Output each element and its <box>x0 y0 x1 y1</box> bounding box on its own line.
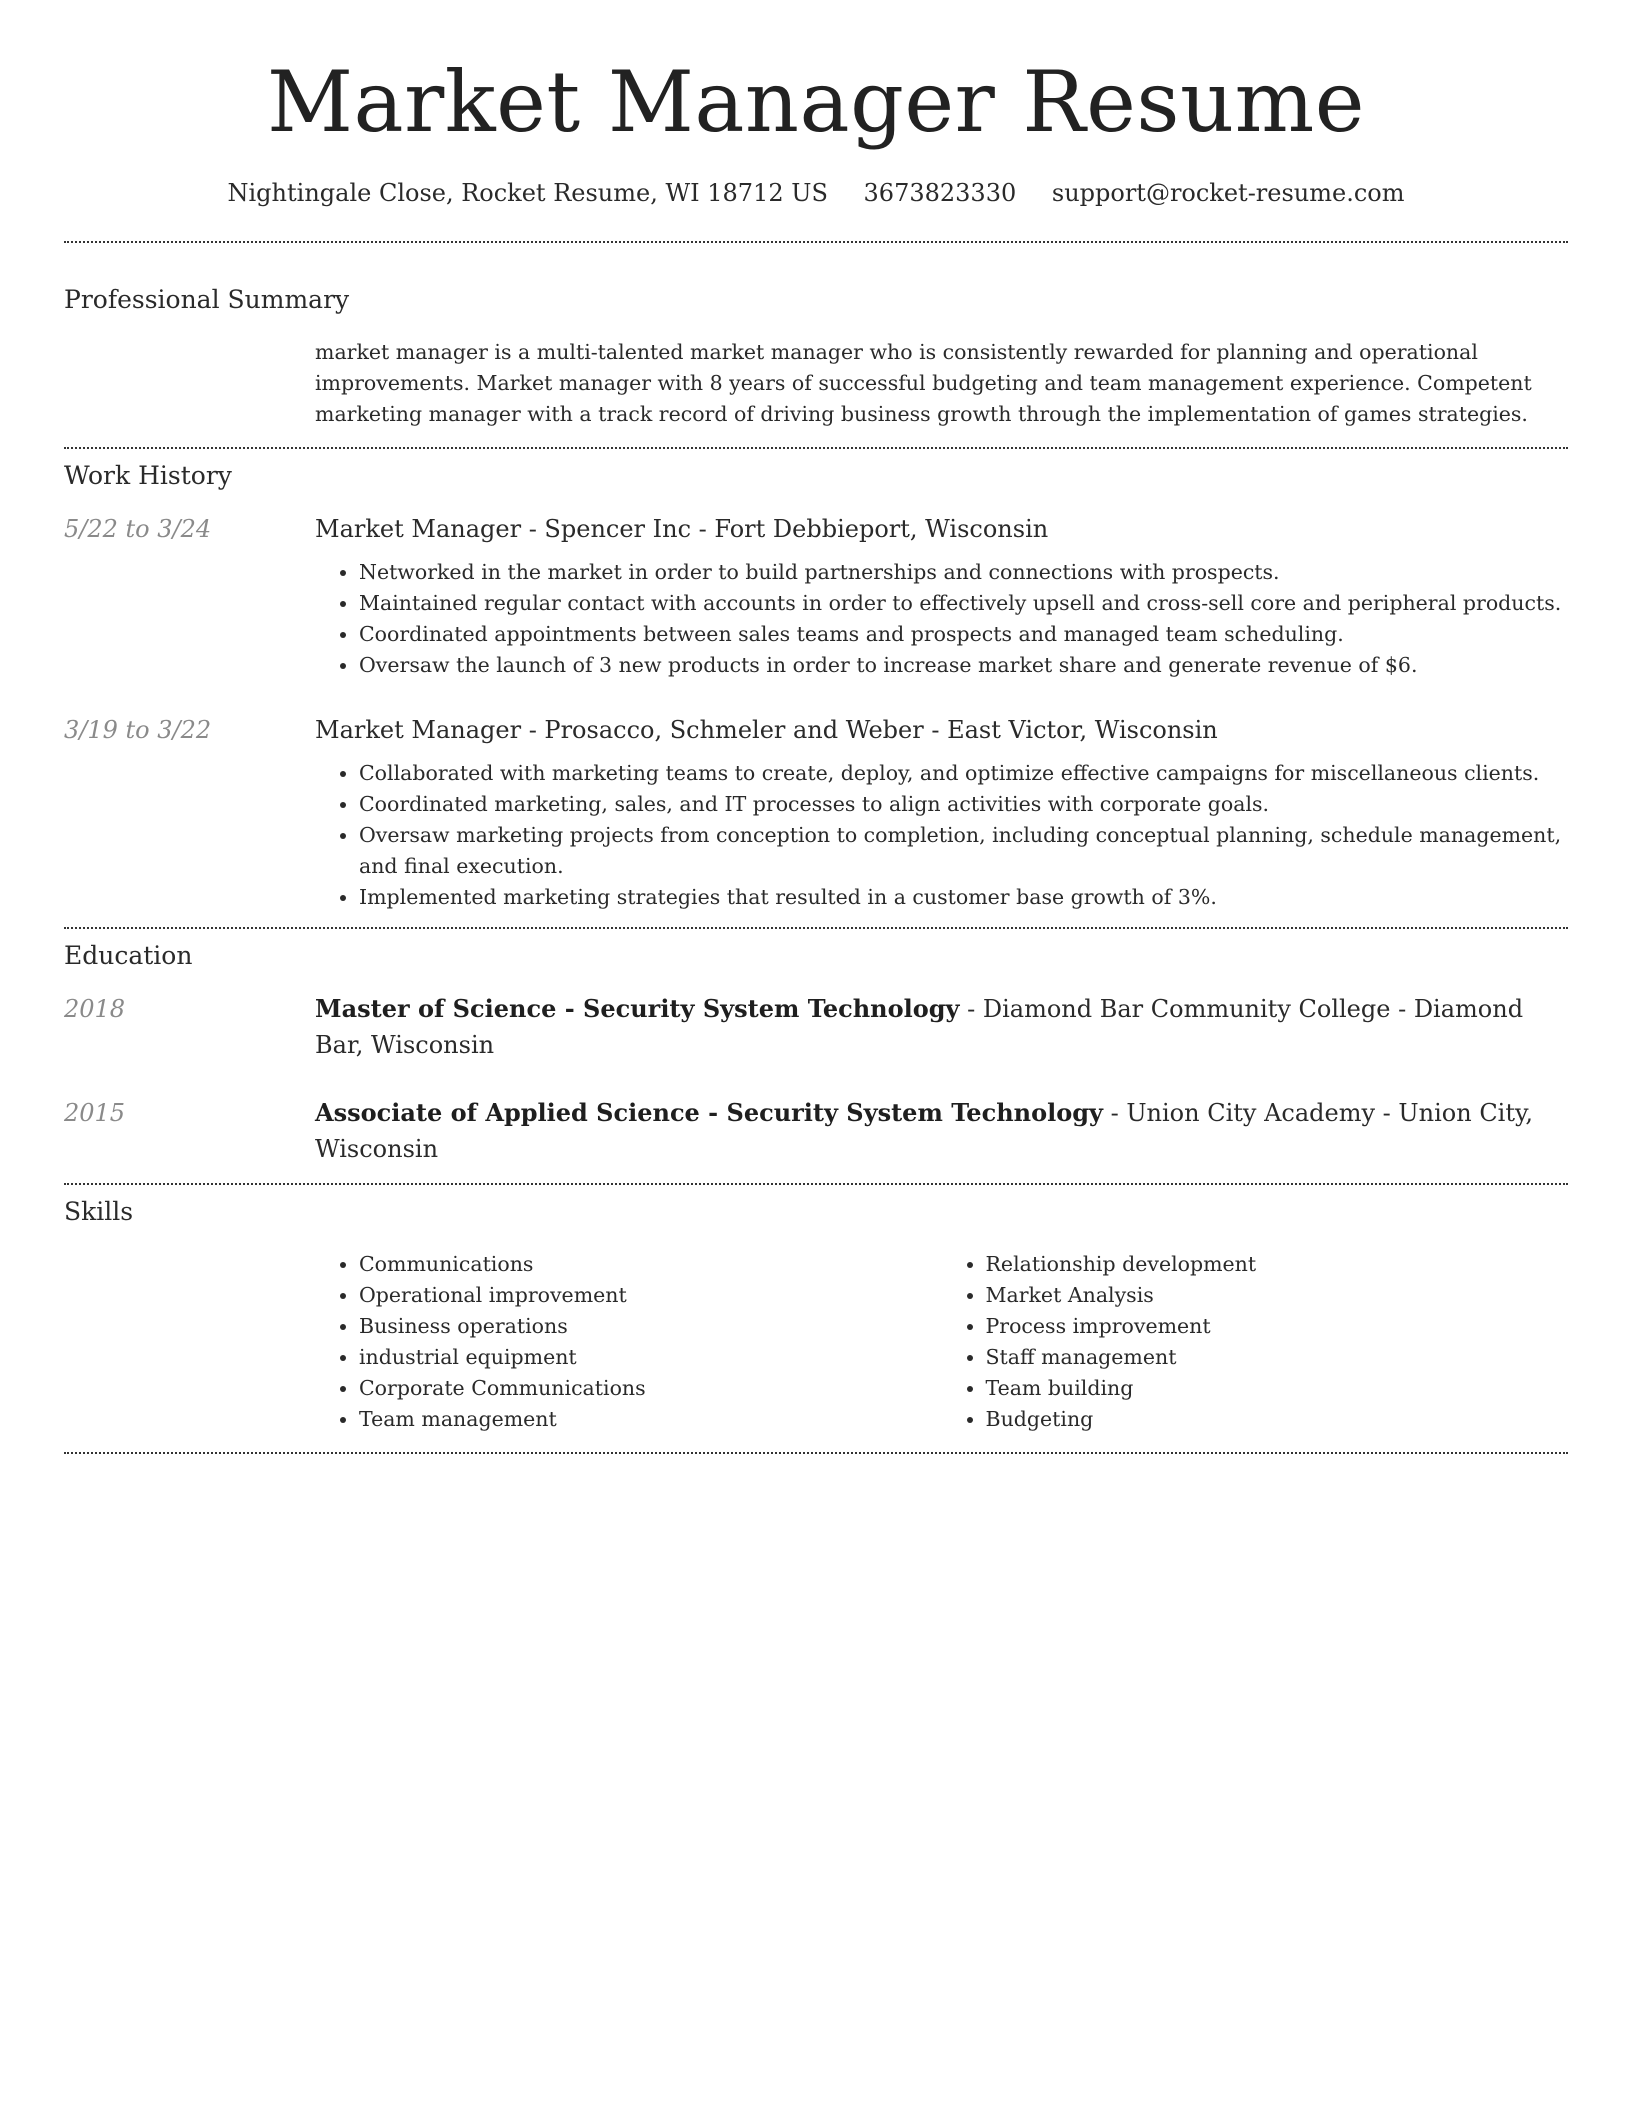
work-history-section <box>64 461 1568 913</box>
list-item: • Collaborated with marketing teams to create, deploy, and optimize effective campaigns for miscellaneous clients. <box>359 758 1568 789</box>
contact-phone: 3673823330 <box>863 179 1017 207</box>
list-item: • Budgeting <box>986 1404 1569 1435</box>
list-item: • Communications <box>359 1249 942 1280</box>
education-heading: Education <box>64 941 193 970</box>
education-year: 2018 <box>64 995 126 1023</box>
contact-address: Nightingale Close, Rocket Resume, WI 18712 US <box>227 179 828 207</box>
list-item: • Relationship development <box>986 1249 1569 1280</box>
skills-list-right <box>942 1249 1569 1435</box>
job-dates: 3/19 to 3/22 <box>64 716 212 744</box>
job-title: Market Manager - Prosacco, Schmeler and Weber - East Victor, Wisconsin <box>315 716 1218 744</box>
education-school: - Union City Academy - Union City, Wisconsin <box>315 1099 1533 1163</box>
list-item: • Market Analysis <box>986 1280 1569 1311</box>
divider <box>64 1183 1568 1185</box>
job-entry <box>64 511 1568 681</box>
skills-heading: Skills <box>64 1197 134 1226</box>
summary-section <box>64 285 1568 430</box>
list-item: • Team management <box>359 1404 942 1435</box>
skills-list-left <box>315 1249 942 1435</box>
education-section <box>64 941 1568 1167</box>
list-item: • Operational improvement <box>359 1280 942 1311</box>
list-item: • Coordinated appointments between sales teams and prospects and managed team scheduling. <box>359 619 1568 650</box>
list-item: • Team building <box>986 1373 1569 1404</box>
page-title: Market Manager Resume <box>267 53 1365 151</box>
divider <box>64 1452 1568 1454</box>
education-degree: Associate of Applied Science - Security System Technology <box>315 1098 1103 1127</box>
divider <box>64 447 1568 449</box>
list-item: • Coordinated marketing, sales, and IT processes to align activities with corporate goals. <box>359 789 1568 820</box>
education-entry <box>64 991 1568 1063</box>
job-entry <box>64 712 1568 913</box>
work-history-heading: Work History <box>64 461 232 490</box>
list-item: • industrial equipment <box>359 1342 942 1373</box>
list-item: • Oversaw the launch of 3 new products in order to increase market share and generate revenue of $6. <box>359 650 1568 681</box>
divider <box>64 927 1568 929</box>
summary-text: market manager is a multi-talented market manager who is consistently rewarded for planning and operational improvements. Market manager with 8 years of successful budgeting and team management experience. Competent marketing manager with a track record of driving business growth through the implementation of games strategies. <box>315 340 1532 426</box>
divider <box>64 241 1568 243</box>
summary-heading: Professional Summary <box>64 285 350 314</box>
list-item: • Implemented marketing strategies that resulted in a customer base growth of 3%. <box>359 882 1568 913</box>
education-entry <box>64 1095 1568 1167</box>
job-bullets <box>315 758 1568 913</box>
job-dates: 5/22 to 3/24 <box>64 515 212 543</box>
list-item: • Corporate Communications <box>359 1373 942 1404</box>
job-title: Market Manager - Spencer Inc - Fort Debbieport, Wisconsin <box>315 515 1049 543</box>
list-item: • Maintained regular contact with accounts in order to effectively upsell and cross-sell core and peripheral products. <box>359 588 1568 619</box>
list-item: • Networked in the market in order to build partnerships and connections with prospects. <box>359 557 1568 588</box>
contact-line <box>64 178 1568 208</box>
list-item: • Business operations <box>359 1311 942 1342</box>
education-degree: Master of Science - Security System Technology <box>315 994 960 1023</box>
job-bullets <box>315 557 1568 681</box>
education-title <box>315 1095 1568 1167</box>
list-item: • Staff management <box>986 1342 1569 1373</box>
list-item: • Process improvement <box>986 1311 1569 1342</box>
skills-section <box>64 1197 1568 1435</box>
contact-email: support@rocket-resume.com <box>1051 179 1405 207</box>
list-item: • Oversaw marketing projects from conception to completion, including conceptual planning, schedule management, and final execution. <box>359 820 1568 882</box>
education-year: 2015 <box>64 1099 126 1127</box>
education-school: - Diamond Bar Community College - Diamond Bar, Wisconsin <box>315 995 1524 1059</box>
education-title <box>315 991 1568 1063</box>
